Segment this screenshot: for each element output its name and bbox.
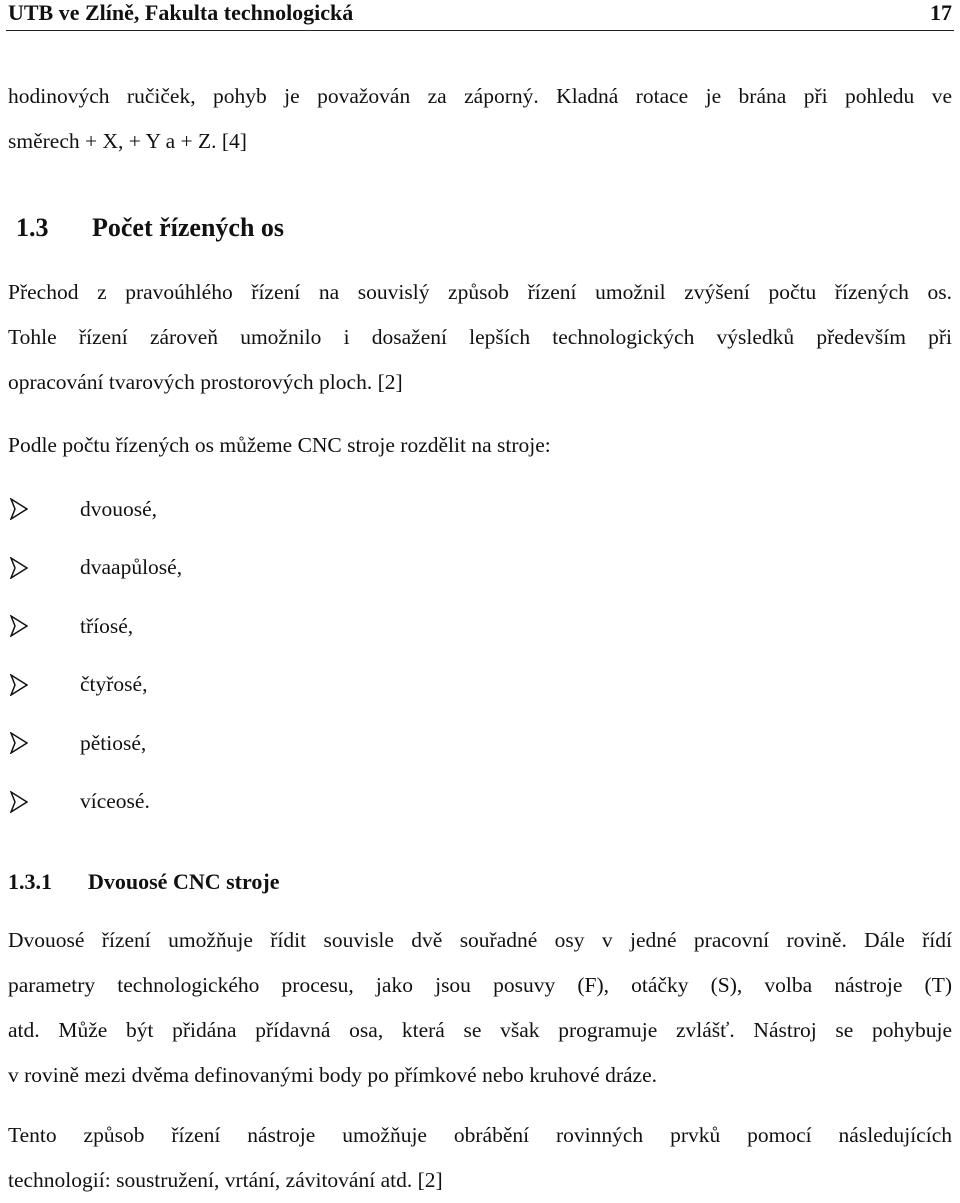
list-item xyxy=(10,539,182,598)
paragraph-line: hodinových ručiček, pohyb je považován za záporný. Kladná rotace je brána při pohledu ve xyxy=(8,84,952,108)
list-item-label: pětiosé, xyxy=(80,730,147,755)
header-rule xyxy=(6,30,954,31)
paragraph-line: Přechod z pravoúhlého řízení na souvislý způsob řízení umožnil zvýšení počtu řízených os. xyxy=(8,280,952,304)
paragraph-line: Dvouosé řízení umožňuje řídit souvisle dvě souřadné osy v jedné pracovní rovině. Dále řídí xyxy=(8,928,952,952)
paragraph-line: směrech + X, + Y a + Z. [4] xyxy=(8,129,247,153)
machine-axes-list xyxy=(10,480,182,831)
paragraph-3 xyxy=(8,918,952,1098)
paragraph-line: parametry technologického procesu, jako jsou posuvy (F), otáčky (S), volba nástroje (T) xyxy=(8,973,952,997)
arrowhead-bullet-icon xyxy=(10,791,28,813)
list-item-label: tříosé, xyxy=(80,613,134,638)
paragraph-line: technologií: soustružení, vrtání, závitování atd. [2] xyxy=(8,1168,443,1192)
paragraph-4 xyxy=(8,1113,952,1203)
running-header xyxy=(8,0,952,28)
paragraph-line: Tohle řízení zároveň umožnilo i dosažení lepších technologických výsledků především při xyxy=(8,325,952,349)
subsection-heading xyxy=(8,862,279,902)
section-number: 1.3 xyxy=(16,213,49,242)
list-item xyxy=(10,714,182,773)
list-item-label: víceosé. xyxy=(80,789,150,814)
paragraph-line: atd. Může být přidána přídavná osa, která se však programuje zvlášť. Nástroj se pohybuje xyxy=(8,1018,952,1042)
list-item xyxy=(10,597,182,656)
arrowhead-bullet-icon xyxy=(10,615,28,637)
header-title: UTB ve Zlíně, Fakulta technologická xyxy=(8,0,354,25)
arrowhead-bullet-icon xyxy=(10,732,28,754)
arrowhead-bullet-icon xyxy=(10,674,28,696)
paragraph-1 xyxy=(8,270,952,405)
paragraph-2 xyxy=(8,423,952,468)
list-item-label: čtyřosé, xyxy=(80,672,148,697)
list-item xyxy=(10,480,182,539)
section-heading xyxy=(8,204,284,252)
list-item xyxy=(10,773,182,832)
paragraph-line: v rovině mezi dvěma definovanými body po přímkové nebo kruhové dráze. xyxy=(8,1063,657,1087)
list-item xyxy=(10,656,182,715)
subsection-title: Dvouosé CNC stroje xyxy=(88,869,280,894)
paragraph-intro xyxy=(8,74,952,164)
paragraph-line: Tento způsob řízení nástroje umožňuje obrábění rovinných prvků pomocí následujících xyxy=(8,1123,952,1147)
section-title: Počet řízených os xyxy=(92,213,285,242)
paragraph-line: opracování tvarových prostorových ploch. [2] xyxy=(8,370,403,394)
list-item-label: dvaapůlosé, xyxy=(80,555,183,580)
list-item-label: dvouosé, xyxy=(80,496,158,521)
paragraph-line: Podle počtu řízených os můžeme CNC stroje rozdělit na stroje: xyxy=(8,433,551,457)
subsection-number: 1.3.1 xyxy=(8,869,52,894)
page-number: 17 xyxy=(930,0,952,25)
arrowhead-bullet-icon xyxy=(10,557,28,579)
arrowhead-bullet-icon xyxy=(10,498,28,520)
